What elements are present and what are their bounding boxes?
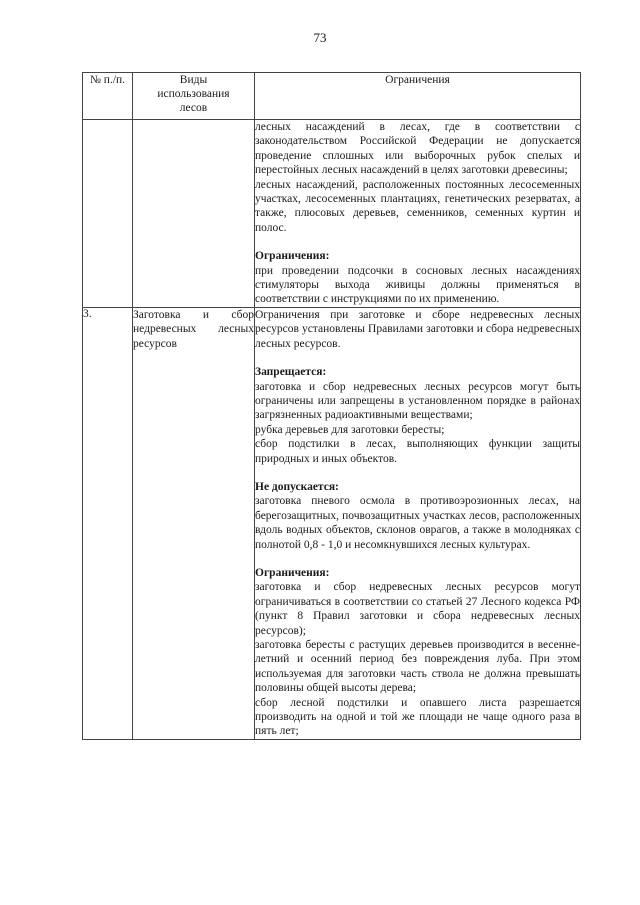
intro-text: Ограничения при заготовке и сборе недревесных лесных ресурсов установлены Правилами заготовки и сбора недревесных лесных ресурсов. [255, 308, 580, 350]
list-item: заготовка пневого осмола в противоэрозионных лесах, на берегозащитных, почвозащитных участках лесов, расположенных вдоль водных объектов, склонов оврагов, а также в молодняках с полнотой 0,8 - 1,0 и несомкнувшихся лесных культурах. [255, 495, 580, 551]
section-heading-restrictions: Ограничения: [255, 566, 330, 579]
list-item: сбор лесной подстилки и опавшего листа разрешается производить на одной и той же площади не чаще одного раза в пять лет; [255, 696, 580, 738]
list-item: сбор подстилки в лесах, выполняющих функции защиты природных и иных объектов. [255, 438, 580, 465]
list-item: лесных насаждений в лесах, где в соответствии с законодательством Российской Федерации не допускается проведение сплошных или выборочных рубок спелых и перестойных лесных насаждений в целях заготовки древесины; [255, 121, 580, 177]
table-row-3 [83, 307, 581, 739]
table-header-row [83, 73, 581, 120]
list-item: при проведении подсочки в сосновых лесных насаждениях стимуляторы выхода живицы должны применяться в соответствии с инструкциями по их применению. [255, 264, 580, 306]
list-item: заготовка бересты с растущих деревьев производится в весенне-летний и осенний период без повреждения луба. При этом используемая для заготовки часть ствола не должна превышать половины общей высоты дерева; [255, 639, 580, 695]
list-item: рубка деревьев для заготовки бересты; [255, 423, 445, 436]
cell-restrictions-continued [255, 120, 581, 308]
page-number: 73 [313, 30, 327, 45]
cell-number-empty [83, 120, 133, 308]
list-item: заготовка и сбор недревесных лесных ресурсов могут ограничиваться в соответствии со статьей 27 Лесного кодекса РФ (пункт 8 Правил заготовки и сбора недревесных лесных ресурсов); [255, 581, 580, 637]
list-item: лесных насаждений, расположенных постоянных лесосеменных участках, лесосеменных плантациях, генетических резерватах, а также, плюсовых деревьев, семенников, семенных куртин и полос. [255, 178, 580, 234]
table-row-continued [83, 120, 581, 308]
section-heading-not-allowed: Не допускается: [255, 480, 339, 493]
header-number: № п./п. [83, 73, 133, 120]
cell-forest-use-type: Заготовка и сбор недревесных лесных ресурсов [133, 307, 255, 739]
section-heading-prohibited: Запрещается: [255, 366, 327, 379]
cell-restrictions [255, 307, 581, 739]
restrictions-table [82, 72, 581, 740]
list-item: заготовка и сбор недревесных лесных ресурсов могут быть ограничены или запрещены в установленном порядке в районах загрязненных радиоактивными веществами; [255, 380, 580, 422]
cell-type-empty [133, 120, 255, 308]
header-forest-use-type: Виды использования лесов [133, 73, 255, 120]
header-restrictions: Ограничения [255, 73, 581, 120]
cell-number: 3. [83, 307, 133, 739]
section-heading: Ограничения: [255, 250, 330, 263]
